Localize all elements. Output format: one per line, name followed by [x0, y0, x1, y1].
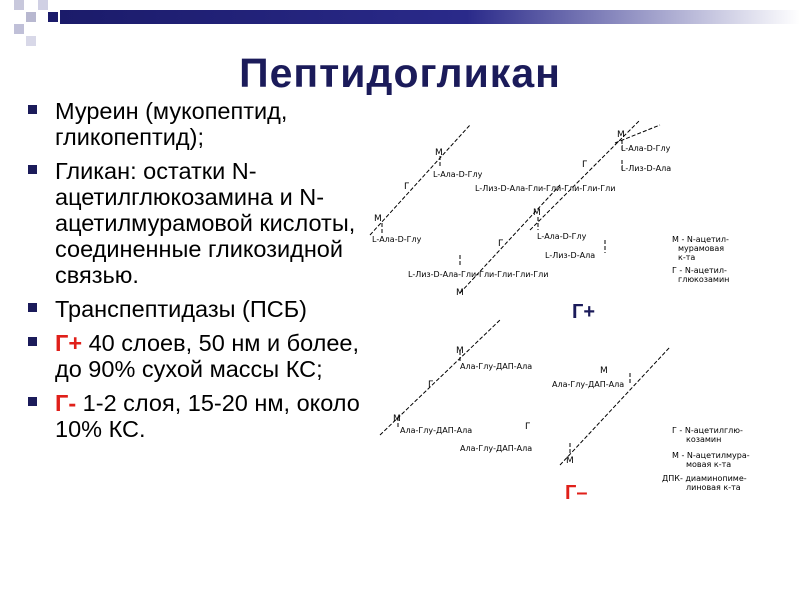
peptide-label: Ала-Глу-ДАП-Ала	[552, 380, 625, 389]
peptide-label: Ала-Глу-ДАП-Ала	[460, 362, 533, 371]
peptide-label: L-Лиз-D-Ала	[621, 164, 672, 173]
bullet-list	[22, 98, 362, 450]
bullet-square-icon	[28, 337, 37, 346]
bullet-text: Транспептидазы (ПСБ)	[55, 296, 307, 322]
bullet-item	[22, 390, 362, 442]
peptide-label: L-Ала-D-Глу	[621, 144, 671, 153]
bullet-square-icon	[28, 165, 37, 174]
bullet-text: 40 слоев, 50 нм и более, до 90% сухой массы КС;	[55, 330, 360, 382]
peptide-label: L-Лиз-D-Ала	[545, 251, 596, 260]
bullet-item	[22, 296, 362, 322]
crossbridge-label: L-Лиз-D-Ала-Гли-Гли-Гли-Гли-Гли	[475, 184, 616, 193]
sugar-g-label: Г	[428, 380, 434, 390]
sugar-g-label: Г	[525, 422, 531, 432]
peptide-label: Ала-Глу-ДАП-Ала	[460, 444, 533, 453]
svg-text:к-та: к-та	[678, 253, 696, 262]
gram-negative-label: Г–	[565, 482, 588, 504]
sugar-m-label: M	[393, 414, 401, 424]
bullet-item	[22, 330, 362, 382]
peptide-label: Ала-Глу-ДАП-Ала	[400, 426, 473, 435]
crossbridge-label: L-Лиз-D-Ала-Гли-Гли-Гли-Гли-Гли	[408, 270, 549, 279]
svg-text:Г - N-ацетилглю-: Г - N-ацетилглю-	[672, 426, 743, 435]
svg-text:ДПК- диаминопиме-: ДПК- диаминопиме-	[662, 474, 747, 483]
gram-positive-structure	[370, 120, 660, 293]
peptidoglycan-diagram	[360, 115, 790, 515]
svg-text:козамин: козамин	[686, 435, 722, 444]
sugar-m-label: M	[617, 130, 625, 140]
gram-positive-label: Г+	[572, 301, 596, 323]
glycan-strand	[560, 347, 670, 465]
peptide-label: L-Ала-D-Глу	[433, 170, 483, 179]
bullet-square-icon	[28, 303, 37, 312]
sugar-m-label: M	[456, 346, 464, 356]
bullet-square-icon	[28, 397, 37, 406]
peptide-label: L-Ала-D-Глу	[372, 235, 422, 244]
sugar-m-label: M	[533, 208, 541, 218]
bullet-text: Гликан: остатки N-ацетилглюкозамина и N-ацетилмурамовой кислоты, соединенные гликозидной связью.	[55, 158, 356, 288]
slide-header-band	[0, 0, 800, 46]
bullet-prefix: Г-	[55, 390, 77, 416]
bullet-text: Муреин (мукопептид, гликопептид);	[55, 98, 288, 150]
gram-negative-legend	[662, 426, 750, 492]
sugar-g-label: Г	[404, 182, 410, 192]
svg-text:Г - N-ацетил-: Г - N-ацетил-	[672, 266, 727, 275]
svg-text:мурамовая: мурамовая	[678, 244, 725, 253]
sugar-m-label: M	[374, 214, 382, 224]
sugar-m-label: M	[600, 366, 608, 376]
gram-positive-legend	[672, 235, 729, 284]
svg-text:М - N-ацетил-: М - N-ацетил-	[672, 235, 729, 244]
peptide-label: L-Ала-D-Глу	[537, 232, 587, 241]
bullet-item	[22, 98, 362, 150]
sugar-m-label: M	[456, 288, 464, 298]
bullet-text: 1-2 слоя, 15-20 нм, около 10% КС.	[55, 390, 360, 442]
svg-text:линовая к-та: линовая к-та	[686, 483, 741, 492]
svg-text:М - N-ацетилмура-: М - N-ацетилмура-	[672, 451, 750, 460]
sugar-g-label: Г	[582, 160, 588, 170]
sugar-g-label: Г	[498, 239, 504, 249]
sugar-m-label: M	[566, 456, 574, 466]
bullet-prefix: Г+	[55, 330, 83, 356]
bullet-square-icon	[28, 105, 37, 114]
slide-title: Пептидогликан	[239, 50, 561, 96]
svg-text:глюкозамин: глюкозамин	[678, 275, 730, 284]
glycan-strand	[370, 125, 470, 235]
svg-text:мовая к-та: мовая к-та	[686, 460, 732, 469]
bullet-item	[22, 158, 362, 288]
sugar-m-label: M	[435, 148, 443, 158]
